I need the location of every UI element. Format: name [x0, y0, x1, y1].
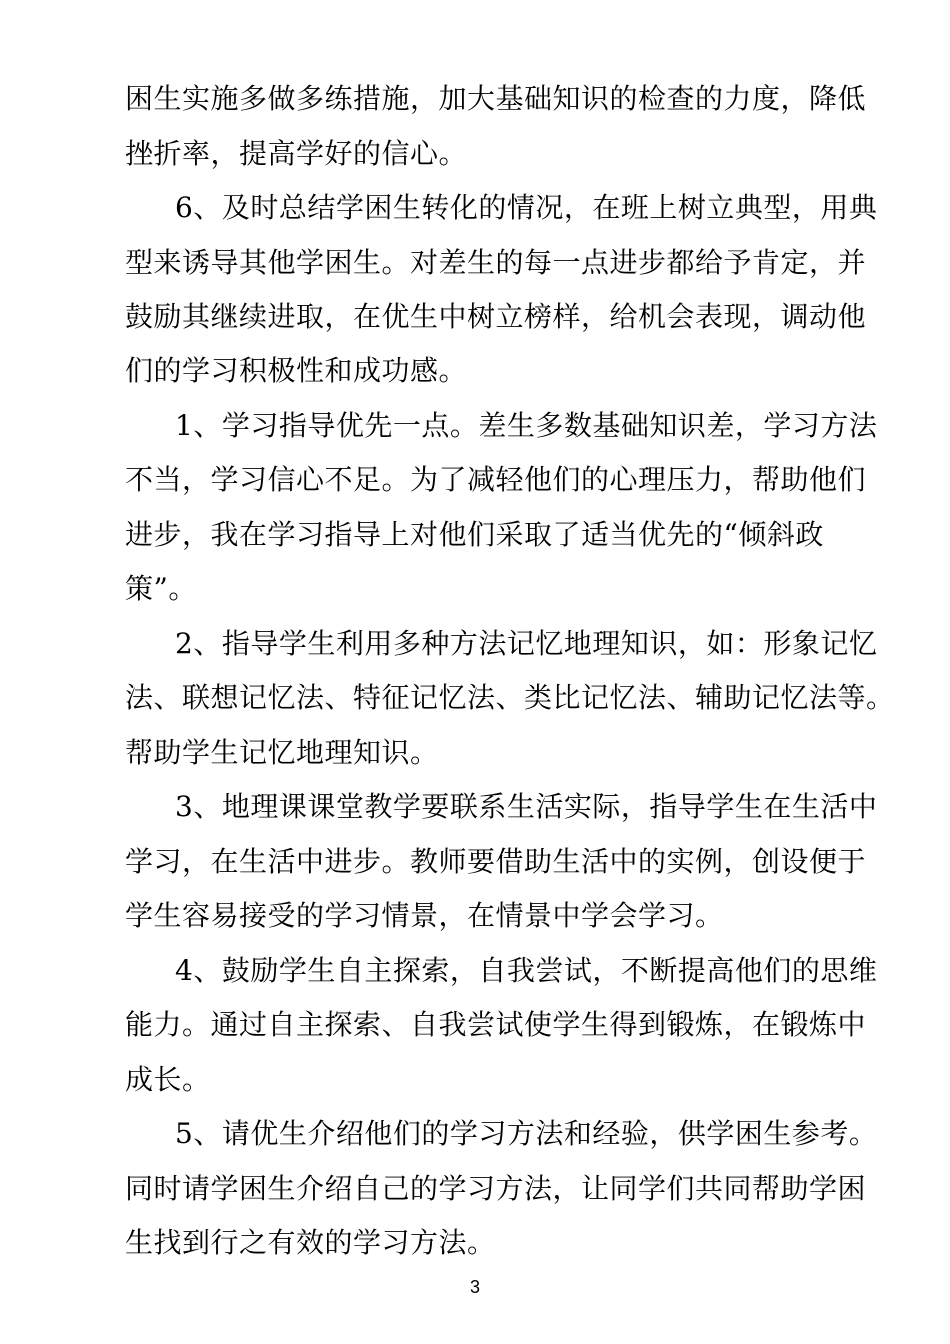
text-line: 成长。: [125, 1063, 211, 1096]
text-line: 困生实施多做多练措施，加大基础知识的检查的力度，降低: [125, 82, 867, 115]
text-line: 们的学习积极性和成功感。: [125, 354, 468, 387]
text-line: 策”。: [125, 572, 197, 605]
text-line: 学生容易接受的学习情景，在情景中学会学习。: [125, 899, 724, 932]
text-line: 法、联想记忆法、特征记忆法、类比记忆法、辅助记忆法等。: [125, 681, 895, 714]
paragraph-4-line: 4、鼓励学生自主探索，自我尝试，不断提高他们的思维: [175, 954, 878, 987]
text-line: 能力。通过自主探索、自我尝试使学生得到锻炼，在锻炼中: [125, 1008, 867, 1041]
paragraph-2-line: 2、指导学生利用多种方法记忆地理知识，如：形象记忆: [175, 627, 878, 660]
text-line: 同时请学困生介绍自己的学习方法，让同学们共同帮助学困: [125, 1172, 867, 1205]
paragraph-6-line: 6、及时总结学困生转化的情况，在班上树立典型，用典: [175, 191, 878, 224]
text-line: 生找到行之有效的学习方法。: [125, 1226, 496, 1259]
text-line: 挫折率，提高学好的信心。: [125, 137, 468, 170]
text-line: 鼓励其继续进取，在优生中树立榜样，给机会表现，调动他: [125, 300, 867, 333]
page-number: 3: [469, 1277, 480, 1297]
text-line: 不当，学习信心不足。为了减轻他们的心理压力，帮助他们: [125, 463, 867, 496]
text-line: 型来诱导其他学困生。对差生的每一点进步都给予肯定，并: [125, 246, 867, 279]
paragraph-3-line: 3、地理课课堂教学要联系生活实际，指导学生在生活中: [175, 790, 878, 823]
paragraph-5-line: 5、请优生介绍他们的学习方法和经验，供学困生参考。: [175, 1117, 878, 1150]
text-line: 进步，我在学习指导上对他们采取了适当优先的“倾斜政: [125, 518, 824, 551]
text-line: 学习，在生活中进步。教师要借助生活中的实例，创设便于: [125, 845, 867, 878]
text-line: 帮助学生记忆地理知识。: [125, 736, 439, 769]
paragraph-1-line: 1、学习指导优先一点。差生多数基础知识差，学习方法: [175, 409, 878, 442]
